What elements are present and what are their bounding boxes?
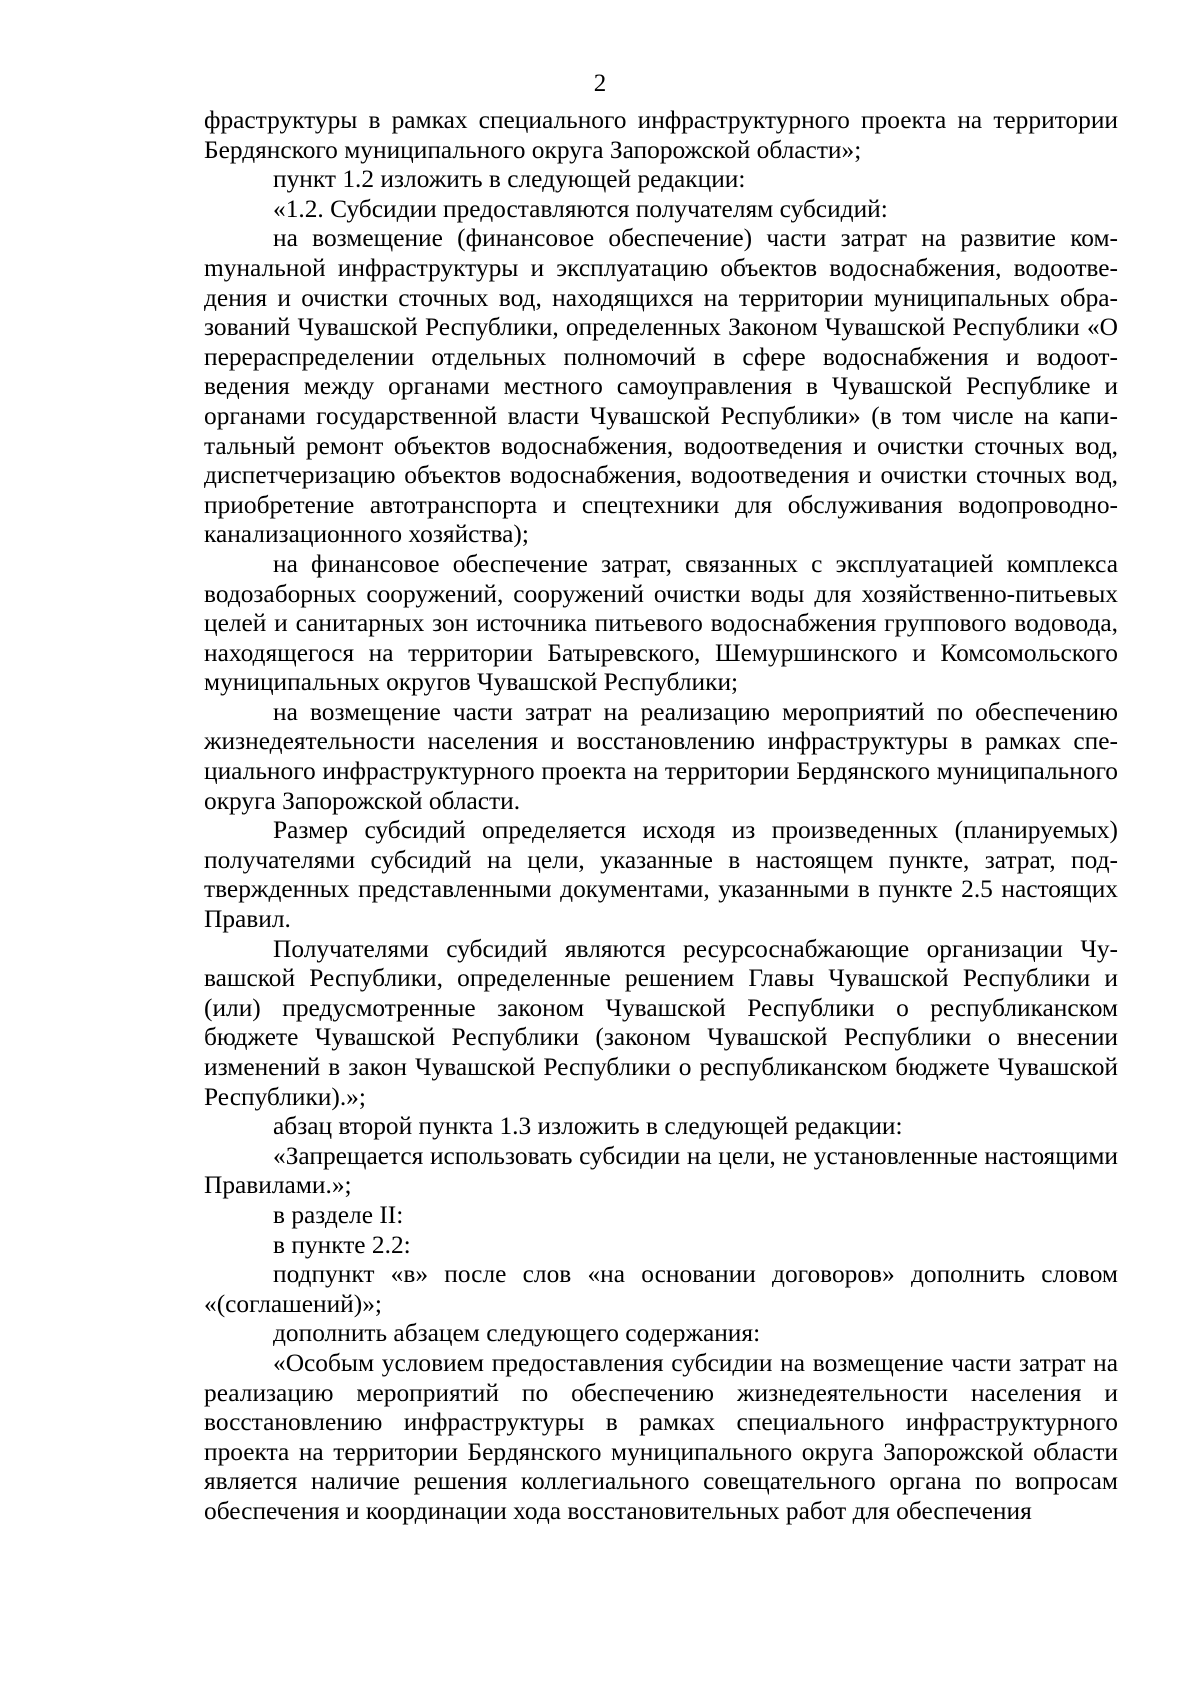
paragraph: на возмещение (финансовое обеспечение) части затрат на развитие комmунальной инфраструктуры и эксплуатацию объектов водоснабжения, водоотведения и очистки сточных вод, находящихся на территории муниципальных образований Чувашской Республики, определенных Законом Чувашской Республики «О перераспределении отдельных полномочий в сфере водоснабжения и водоотведения между органами местного самоуправления в Чувашской Республике и органами государственной власти Чувашской Республики» (в том числе на капитальный ремонт объектов водоснабжения, водоотведения и очистки сточных вод, диспетчеризацию объектов водоснабжения, водоотведения и очистки сточных вод, приобретение автотранспорта и спецтехники для обслуживания водопроводно-канализационного хозяйства); bbox=[204, 224, 1118, 549]
paragraph: абзац второй пункта 1.3 изложить в следующей редакции: bbox=[273, 1112, 903, 1141]
paragraph: Получателями субсидий являются ресурсоснабжающие организации Чувашской Республики, определенные решением Главы Чувашской Республики и (или) предусмотренные законом Чувашской Республики о республиканском бюджете Чувашской Республики (законом Чувашской Республики о внесении изменений в закон Чувашской Республики о республиканском бюджете Чувашской Республики).»; bbox=[204, 934, 1118, 1111]
paragraph: Размер субсидий определяется исходя из произведенных (планируемых) получателями субсидий на цели, указанные в настоящем пункте, затрат, подтвержденных представленными документами, указанными в пункте 2.5 настоящих Правил. bbox=[204, 816, 1118, 934]
paragraph: подпункт «в» после слов «на основании договоров» дополнить словом «(соглашений)»; bbox=[204, 1260, 1118, 1318]
paragraph: пункт 1.2 изложить в следующей редакции: bbox=[273, 165, 746, 194]
page-number: 2 bbox=[593, 70, 607, 97]
paragraph: дополнить абзацем следующего содержания: bbox=[273, 1319, 761, 1348]
paragraph: на возмещение части затрат на реализацию мероприятий по обеспечению жизнедеятельности населения и восстановлению инфраструктуры в рамках специального инфраструктурного проекта на территории Бердянского муниципального округа Запорожской области. bbox=[204, 697, 1118, 815]
paragraph: фраструктуры в рамках специального инфраструктурного проекта на территории Бердянского муниципального округа Запорожской области»; bbox=[204, 106, 1118, 164]
paragraph: «Особым условием предоставления субсидии на возмещение части затрат на реализацию мероприятий по обеспечению жизнедеятельности населения и восстановлению инфраструктуры в рамках специального инфраструктурного проекта на территории Бердянского муниципального округа Запорожской области является наличие решения коллегиального совещательного органа по вопросам обеспечения и координации хода восстановительных работ для обеспечения bbox=[204, 1348, 1118, 1525]
paragraph: «1.2. Субсидии предоставляются получателям субсидий: bbox=[273, 194, 888, 223]
paragraph: в пункте 2.2: bbox=[273, 1230, 411, 1259]
paragraph: в разделе II: bbox=[273, 1200, 404, 1229]
paragraph: на финансовое обеспечение затрат, связанных с эксплуатацией комплекса водозаборных сооружений, сооружений очистки воды для хозяйственно-питьевых целей и санитарных зон источника питьевого водоснабжения группового водовода, находящегося на территории Батыревского, Шемуршинского и Комсомольского муниципальных округов Чувашской Республики; bbox=[204, 549, 1118, 697]
paragraph: «Запрещается использовать субсидии на цели, не установленные настоящими Правилами.»; bbox=[204, 1141, 1118, 1200]
document-body bbox=[204, 106, 1118, 1527]
